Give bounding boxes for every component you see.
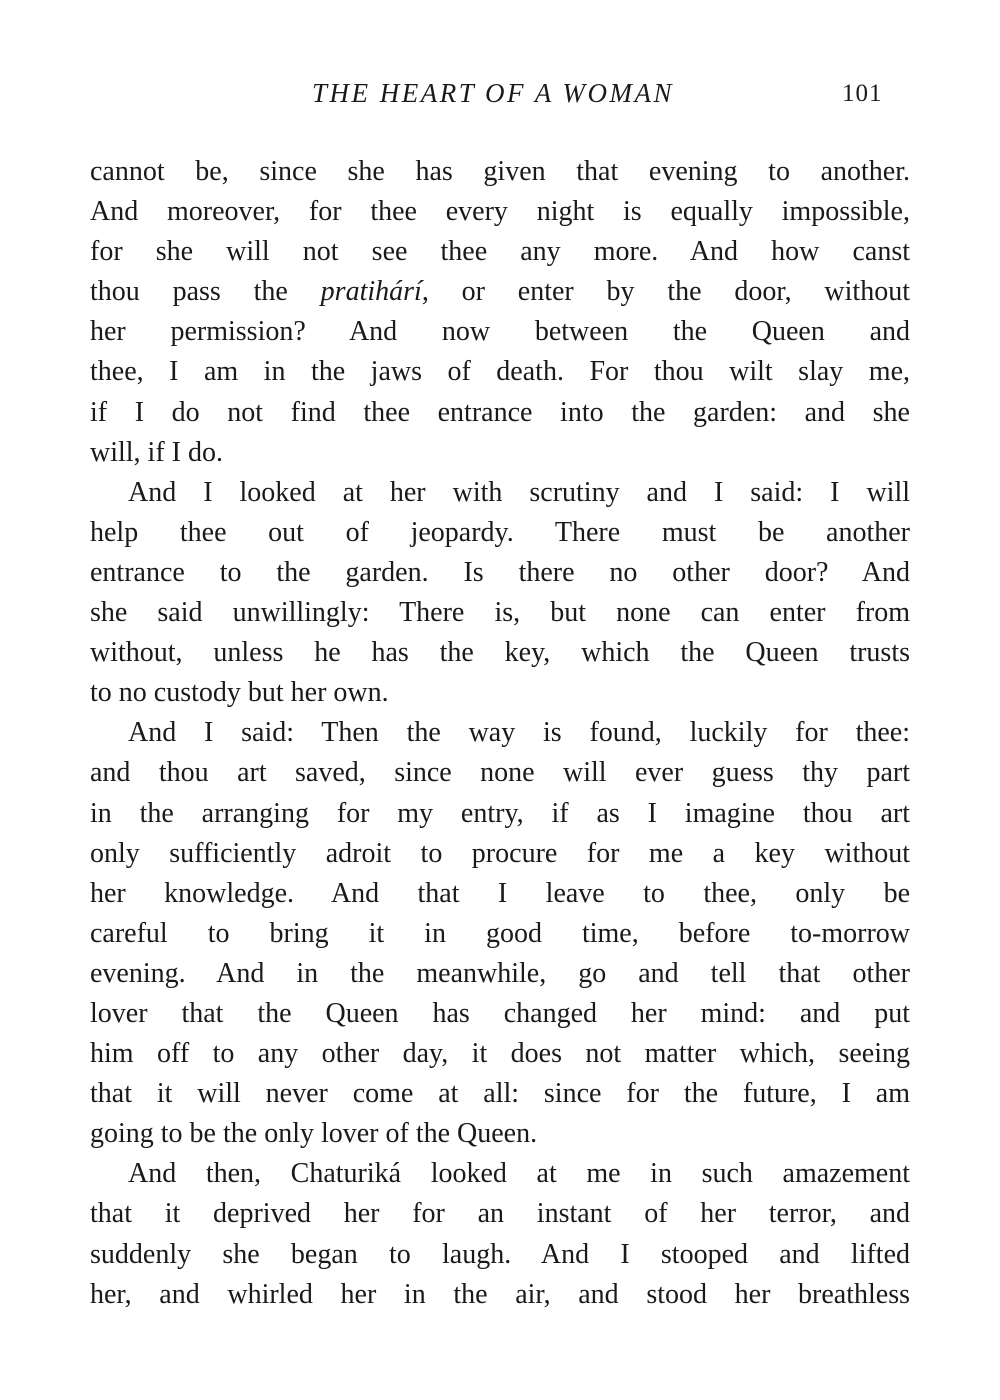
text-line: for she will not see thee any more. And how canst: [90, 236, 910, 268]
text-line: in the arranging for my entry, if as I imagine thou art: [90, 797, 910, 829]
text-line: she said unwillingly: There is, but none can enter from: [90, 597, 910, 629]
text-line: And I looked at her with scrutiny and I said: I will: [128, 476, 910, 508]
text-line: that it deprived her for an instant of her terror, and: [90, 1198, 910, 1230]
text-line: evening. And in the meanwhile, go and tell that other: [90, 957, 910, 989]
text-line: that it will never come at all: since for the future, I am: [90, 1078, 910, 1110]
text-line: careful to bring it in good time, before to-morrow: [90, 917, 910, 949]
text-line: her permission? And now between the Queen and: [90, 316, 910, 348]
text-line: lover that the Queen has changed her mind: and put: [90, 997, 910, 1029]
text-line: if I do not find thee entrance into the garden: and she: [90, 396, 910, 428]
page-number: 101: [842, 80, 883, 107]
running-title: THE HEART OF A WOMAN: [311, 78, 674, 108]
text-line: suddenly she began to laugh. And I stooped and lifted: [90, 1238, 910, 1270]
text-line: And then, Chaturiká looked at me in such amazement: [128, 1158, 910, 1190]
text-span: , or enter by the door, without: [421, 276, 910, 308]
text-line: cannot be, since she has given that evening to another.: [90, 156, 910, 187]
italic-term: pratihárí: [320, 276, 422, 308]
text-line: And moreover, for thee every night is equally impossible,: [90, 196, 910, 228]
text-line: will, if I do.: [90, 436, 223, 468]
text-line: help thee out of jeopardy. There must be another: [90, 516, 910, 548]
text-line: him off to any other day, it does not matter which, seeing: [90, 1038, 910, 1070]
text-line: going to be the only lover of the Queen.: [90, 1118, 538, 1150]
text-line: to no custody but her own.: [90, 677, 389, 709]
body-text: [90, 152, 910, 1315]
text-span: thou pass the: [90, 276, 321, 308]
text-line: her, and whirled her in the air, and stood her breathless: [90, 1278, 910, 1310]
text-line: and thou art saved, since none will ever guess thy part: [90, 757, 910, 789]
text-line: her knowledge. And that I leave to thee, only be: [90, 877, 910, 909]
text-line: thee, I am in the jaws of death. For thou wilt slay me,: [90, 356, 910, 388]
text-line: only sufficiently adroit to procure for me a key without: [90, 837, 910, 869]
text-line: And I said: Then the way is found, luckily for thee:: [128, 717, 910, 749]
text-line: without, unless he has the key, which the Queen trusts: [90, 637, 910, 669]
text-line: [90, 272, 910, 312]
text-line: entrance to the garden. Is there no other door? And: [90, 556, 910, 588]
